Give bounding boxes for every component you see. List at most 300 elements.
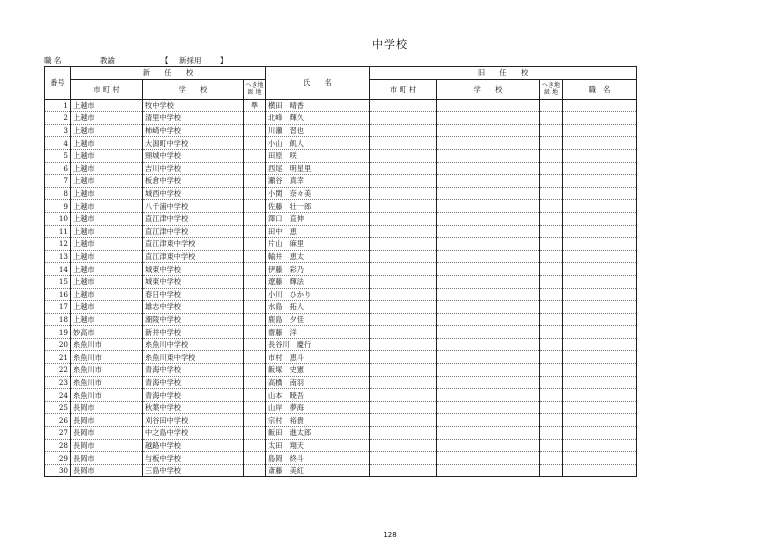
header-school: 学 校	[143, 79, 244, 99]
row-old-remote-grade	[540, 401, 563, 414]
row-position	[563, 212, 637, 225]
table-row	[45, 124, 637, 137]
row-old-city	[370, 200, 437, 213]
row-remote-grade	[244, 112, 266, 125]
header-number: 番号	[45, 67, 71, 100]
row-name: 宗村 裕貴	[266, 414, 370, 427]
row-school: 与板中学校	[143, 452, 244, 465]
row-old-school	[437, 439, 540, 452]
row-old-school	[437, 124, 540, 137]
row-school: 青海中学校	[143, 376, 244, 389]
row-remote-grade	[244, 338, 266, 351]
row-city: 上越市	[71, 275, 143, 288]
row-remote-grade	[244, 137, 266, 150]
row-school: 八千浦中学校	[143, 200, 244, 213]
row-old-school	[437, 313, 540, 326]
row-old-city	[370, 225, 437, 238]
row-old-school	[437, 288, 540, 301]
row-name: 小関 奈々美	[266, 187, 370, 200]
row-school: 潮陵中学校	[143, 313, 244, 326]
row-city: 上越市	[71, 175, 143, 188]
row-position	[563, 301, 637, 314]
row-old-remote-grade	[540, 288, 563, 301]
row-remote-grade	[244, 212, 266, 225]
row-city: 上越市	[71, 112, 143, 125]
row-city: 長岡市	[71, 414, 143, 427]
table-row	[45, 301, 637, 314]
row-name: 市村 恵斗	[266, 351, 370, 364]
row-old-city	[370, 464, 437, 477]
row-old-remote-grade	[540, 238, 563, 251]
row-old-city	[370, 238, 437, 251]
table-row	[45, 401, 637, 414]
page-title: 中学校	[372, 38, 408, 51]
row-school: 城東中学校	[143, 275, 244, 288]
row-old-remote-grade	[540, 427, 563, 440]
row-city: 糸魚川市	[71, 389, 143, 402]
row-old-remote-grade	[540, 326, 563, 339]
row-position	[563, 162, 637, 175]
row-school: 青海中学校	[143, 389, 244, 402]
row-number: 18	[45, 313, 71, 326]
row-old-remote-grade	[540, 187, 563, 200]
row-name: 田中 恵	[266, 225, 370, 238]
row-name: 川瀬 習也	[266, 124, 370, 137]
header-old-school: 学 校	[437, 79, 540, 99]
row-number: 12	[45, 238, 71, 251]
row-name: 佐藤 壮一郎	[266, 200, 370, 213]
position-label: 職 名	[44, 56, 62, 65]
row-old-school	[437, 401, 540, 414]
row-name: 鹿島 夕佳	[266, 313, 370, 326]
row-number: 8	[45, 187, 71, 200]
row-position	[563, 414, 637, 427]
table-row	[45, 326, 637, 339]
row-number: 2	[45, 112, 71, 125]
row-old-remote-grade	[540, 376, 563, 389]
row-city: 上越市	[71, 200, 143, 213]
table-row	[45, 225, 637, 238]
row-number: 5	[45, 149, 71, 162]
row-number: 14	[45, 263, 71, 276]
row-name: 澤口 直伸	[266, 212, 370, 225]
row-old-school	[437, 162, 540, 175]
row-position	[563, 225, 637, 238]
row-number: 19	[45, 326, 71, 339]
row-school: 大潟町中学校	[143, 137, 244, 150]
row-old-city	[370, 162, 437, 175]
row-remote-grade	[244, 149, 266, 162]
row-old-school	[437, 275, 540, 288]
row-old-city	[370, 112, 437, 125]
row-remote-grade	[244, 263, 266, 276]
row-school: 春日中学校	[143, 288, 244, 301]
row-name: 片山 麻里	[266, 238, 370, 251]
table-row	[45, 464, 637, 477]
row-name: 飯塚 史憲	[266, 364, 370, 377]
row-old-city	[370, 389, 437, 402]
row-old-school	[437, 200, 540, 213]
row-school: 青海中学校	[143, 364, 244, 377]
row-remote-grade	[244, 162, 266, 175]
row-position	[563, 464, 637, 477]
table-row	[45, 275, 637, 288]
row-old-remote-grade	[540, 313, 563, 326]
header-name: 氏 名	[266, 67, 370, 100]
row-city: 上越市	[71, 124, 143, 137]
row-name: 小山 飢人	[266, 137, 370, 150]
row-city: 長岡市	[71, 427, 143, 440]
row-school: 牧中学校	[143, 99, 244, 112]
row-old-city	[370, 452, 437, 465]
header-remote-grade: へき地級 地	[244, 79, 266, 99]
row-city: 上越市	[71, 187, 143, 200]
row-name: 水島 拓人	[266, 301, 370, 314]
row-remote-grade	[244, 238, 266, 251]
table-row	[45, 439, 637, 452]
row-old-city	[370, 137, 437, 150]
row-remote-grade	[244, 452, 266, 465]
row-number: 15	[45, 275, 71, 288]
row-school: 雄志中学校	[143, 301, 244, 314]
row-old-remote-grade	[540, 301, 563, 314]
row-position	[563, 275, 637, 288]
row-old-city	[370, 99, 437, 112]
row-remote-grade	[244, 389, 266, 402]
table-row	[45, 414, 637, 427]
row-old-school	[437, 414, 540, 427]
row-school: 糸魚川東中学校	[143, 351, 244, 364]
row-old-remote-grade	[540, 364, 563, 377]
row-number: 11	[45, 225, 71, 238]
row-number: 21	[45, 351, 71, 364]
row-old-city	[370, 326, 437, 339]
row-name: 横田 晴香	[266, 99, 370, 112]
row-name: 瀬谷 真幸	[266, 175, 370, 188]
row-position	[563, 364, 637, 377]
row-old-remote-grade	[540, 225, 563, 238]
row-old-school	[437, 427, 540, 440]
row-old-school	[437, 238, 540, 251]
row-position	[563, 99, 637, 112]
table-row	[45, 112, 637, 125]
row-name: 長谷川 慶行	[266, 338, 370, 351]
page-number: 128	[383, 531, 397, 539]
row-old-remote-grade	[540, 351, 563, 364]
row-number: 25	[45, 401, 71, 414]
row-city: 長岡市	[71, 452, 143, 465]
row-name: 高橋 南羽	[266, 376, 370, 389]
header-old-school-group: 旧 任 校	[370, 67, 637, 80]
row-old-city	[370, 301, 437, 314]
row-school: 吉川中学校	[143, 162, 244, 175]
table-row	[45, 250, 637, 263]
row-city: 上越市	[71, 162, 143, 175]
row-old-remote-grade	[540, 200, 563, 213]
table-row	[45, 427, 637, 440]
row-old-school	[437, 263, 540, 276]
table-row	[45, 452, 637, 465]
row-old-city	[370, 313, 437, 326]
row-city: 上越市	[71, 99, 143, 112]
row-old-school	[437, 464, 540, 477]
row-number: 10	[45, 212, 71, 225]
table-row	[45, 351, 637, 364]
row-name: 伊藤 彩乃	[266, 263, 370, 276]
row-remote-grade	[244, 250, 266, 263]
row-old-city	[370, 124, 437, 137]
row-name: 山本 暁吾	[266, 389, 370, 402]
table-row	[45, 99, 637, 112]
row-remote-grade	[244, 326, 266, 339]
row-remote-grade	[244, 414, 266, 427]
row-city: 上越市	[71, 137, 143, 150]
row-old-remote-grade	[540, 250, 563, 263]
row-city: 上越市	[71, 301, 143, 314]
row-old-remote-grade	[540, 338, 563, 351]
row-number: 26	[45, 414, 71, 427]
row-old-remote-grade	[540, 464, 563, 477]
row-old-city	[370, 439, 437, 452]
row-position	[563, 313, 637, 326]
row-position	[563, 124, 637, 137]
position-value: 教諭	[100, 56, 115, 65]
row-school: 新井中学校	[143, 326, 244, 339]
row-position	[563, 338, 637, 351]
row-old-school	[437, 112, 540, 125]
row-school: 越路中学校	[143, 439, 244, 452]
row-number: 24	[45, 389, 71, 402]
row-name: 輸井 恵太	[266, 250, 370, 263]
row-city: 上越市	[71, 212, 143, 225]
row-city: 上越市	[71, 225, 143, 238]
row-remote-grade	[244, 313, 266, 326]
table-row	[45, 137, 637, 150]
row-city: 上越市	[71, 238, 143, 251]
row-number: 17	[45, 301, 71, 314]
row-old-school	[437, 175, 540, 188]
row-school: 直江津中学校	[143, 225, 244, 238]
row-number: 20	[45, 338, 71, 351]
row-old-remote-grade	[540, 452, 563, 465]
row-position	[563, 149, 637, 162]
table-row	[45, 175, 637, 188]
row-remote-grade	[244, 275, 266, 288]
table-row	[45, 238, 637, 251]
row-old-city	[370, 351, 437, 364]
row-remote-grade: 準	[244, 99, 266, 112]
row-old-remote-grade	[540, 124, 563, 137]
row-position	[563, 351, 637, 364]
row-old-city	[370, 288, 437, 301]
row-position	[563, 439, 637, 452]
row-number: 22	[45, 364, 71, 377]
row-old-city	[370, 414, 437, 427]
row-number: 7	[45, 175, 71, 188]
row-old-city	[370, 338, 437, 351]
row-position	[563, 137, 637, 150]
header-city: 市 町 村	[71, 79, 143, 99]
table-row	[45, 263, 637, 276]
row-school: 三島中学校	[143, 464, 244, 477]
row-old-city	[370, 275, 437, 288]
row-old-school	[437, 187, 540, 200]
row-position	[563, 175, 637, 188]
row-old-city	[370, 175, 437, 188]
row-school: 城東中学校	[143, 263, 244, 276]
row-position	[563, 238, 637, 251]
row-old-city	[370, 250, 437, 263]
table-row	[45, 187, 637, 200]
row-old-school	[437, 99, 540, 112]
row-old-city	[370, 187, 437, 200]
row-position	[563, 263, 637, 276]
table-row	[45, 376, 637, 389]
row-old-remote-grade	[540, 414, 563, 427]
table-row	[45, 200, 637, 213]
row-number: 9	[45, 200, 71, 213]
row-school: 直江津東中学校	[143, 238, 244, 251]
row-old-remote-grade	[540, 263, 563, 276]
row-remote-grade	[244, 124, 266, 137]
row-number: 4	[45, 137, 71, 150]
row-remote-grade	[244, 301, 266, 314]
row-remote-grade	[244, 364, 266, 377]
row-old-school	[437, 376, 540, 389]
row-old-school	[437, 326, 540, 339]
row-position	[563, 389, 637, 402]
row-remote-grade	[244, 401, 266, 414]
row-remote-grade	[244, 225, 266, 238]
row-position	[563, 427, 637, 440]
table-row	[45, 389, 637, 402]
row-old-city	[370, 149, 437, 162]
table-row	[45, 149, 637, 162]
row-name: 西尾 明星里	[266, 162, 370, 175]
row-name: 飯田 進太郎	[266, 427, 370, 440]
row-number: 13	[45, 250, 71, 263]
row-old-school	[437, 225, 540, 238]
row-position	[563, 187, 637, 200]
row-school: 清里中学校	[143, 112, 244, 125]
personnel-table	[44, 66, 637, 477]
row-number: 29	[45, 452, 71, 465]
row-old-remote-grade	[540, 175, 563, 188]
row-school: 刈谷田中学校	[143, 414, 244, 427]
row-school: 直江津東中学校	[143, 250, 244, 263]
row-number: 30	[45, 464, 71, 477]
row-old-school	[437, 364, 540, 377]
row-remote-grade	[244, 200, 266, 213]
row-school: 城西中学校	[143, 187, 244, 200]
row-number: 23	[45, 376, 71, 389]
table-row	[45, 313, 637, 326]
row-remote-grade	[244, 427, 266, 440]
row-name: 北峰 輝久	[266, 112, 370, 125]
bracket-open: 【	[161, 56, 169, 65]
row-remote-grade	[244, 439, 266, 452]
header-old-remote-grade: へき地級 地	[540, 79, 563, 99]
row-old-school	[437, 389, 540, 402]
row-old-city	[370, 212, 437, 225]
row-old-school	[437, 338, 540, 351]
row-city: 長岡市	[71, 439, 143, 452]
row-city: 上越市	[71, 313, 143, 326]
row-position	[563, 376, 637, 389]
header-old-city: 市 町 村	[370, 79, 437, 99]
row-city: 糸魚川市	[71, 351, 143, 364]
row-old-remote-grade	[540, 112, 563, 125]
row-position	[563, 401, 637, 414]
row-position	[563, 326, 637, 339]
row-number: 1	[45, 99, 71, 112]
row-position	[563, 452, 637, 465]
row-city: 糸魚川市	[71, 364, 143, 377]
row-position	[563, 112, 637, 125]
row-remote-grade	[244, 187, 266, 200]
row-old-city	[370, 427, 437, 440]
row-number: 27	[45, 427, 71, 440]
header-position: 職 名	[563, 79, 637, 99]
row-name: 小川 ひかり	[266, 288, 370, 301]
row-old-city	[370, 263, 437, 276]
row-old-remote-grade	[540, 137, 563, 150]
row-city: 上越市	[71, 288, 143, 301]
table-row	[45, 162, 637, 175]
row-old-school	[437, 137, 540, 150]
row-old-school	[437, 301, 540, 314]
row-school: 直江津中学校	[143, 212, 244, 225]
row-school: 頸城中学校	[143, 149, 244, 162]
row-position	[563, 250, 637, 263]
row-remote-grade	[244, 351, 266, 364]
row-old-school	[437, 452, 540, 465]
row-city: 糸魚川市	[71, 376, 143, 389]
row-city: 上越市	[71, 263, 143, 276]
row-city: 妙高市	[71, 326, 143, 339]
row-city: 上越市	[71, 149, 143, 162]
row-city: 長岡市	[71, 401, 143, 414]
row-old-city	[370, 376, 437, 389]
row-old-remote-grade	[540, 99, 563, 112]
row-old-remote-grade	[540, 389, 563, 402]
row-city: 長岡市	[71, 464, 143, 477]
table-row	[45, 212, 637, 225]
row-old-remote-grade	[540, 439, 563, 452]
row-old-remote-grade	[540, 212, 563, 225]
row-school: 板倉中学校	[143, 175, 244, 188]
row-old-remote-grade	[540, 162, 563, 175]
table-row	[45, 364, 637, 377]
row-name: 太田 翔天	[266, 439, 370, 452]
row-old-school	[437, 351, 540, 364]
row-old-school	[437, 149, 540, 162]
row-remote-grade	[244, 288, 266, 301]
row-city: 上越市	[71, 250, 143, 263]
row-number: 6	[45, 162, 71, 175]
row-name: 遼藤 輝法	[266, 275, 370, 288]
row-school: 中之島中学校	[143, 427, 244, 440]
bracket-close: 】	[220, 56, 228, 65]
row-school: 糸魚川中学校	[143, 338, 244, 351]
row-position	[563, 200, 637, 213]
row-number: 28	[45, 439, 71, 452]
row-name: 齋藤 洋	[266, 326, 370, 339]
row-school: 秋葉中学校	[143, 401, 244, 414]
row-number: 3	[45, 124, 71, 137]
header-new-school-group: 新 任 校	[71, 67, 266, 80]
row-name: 斎藤 美紅	[266, 464, 370, 477]
